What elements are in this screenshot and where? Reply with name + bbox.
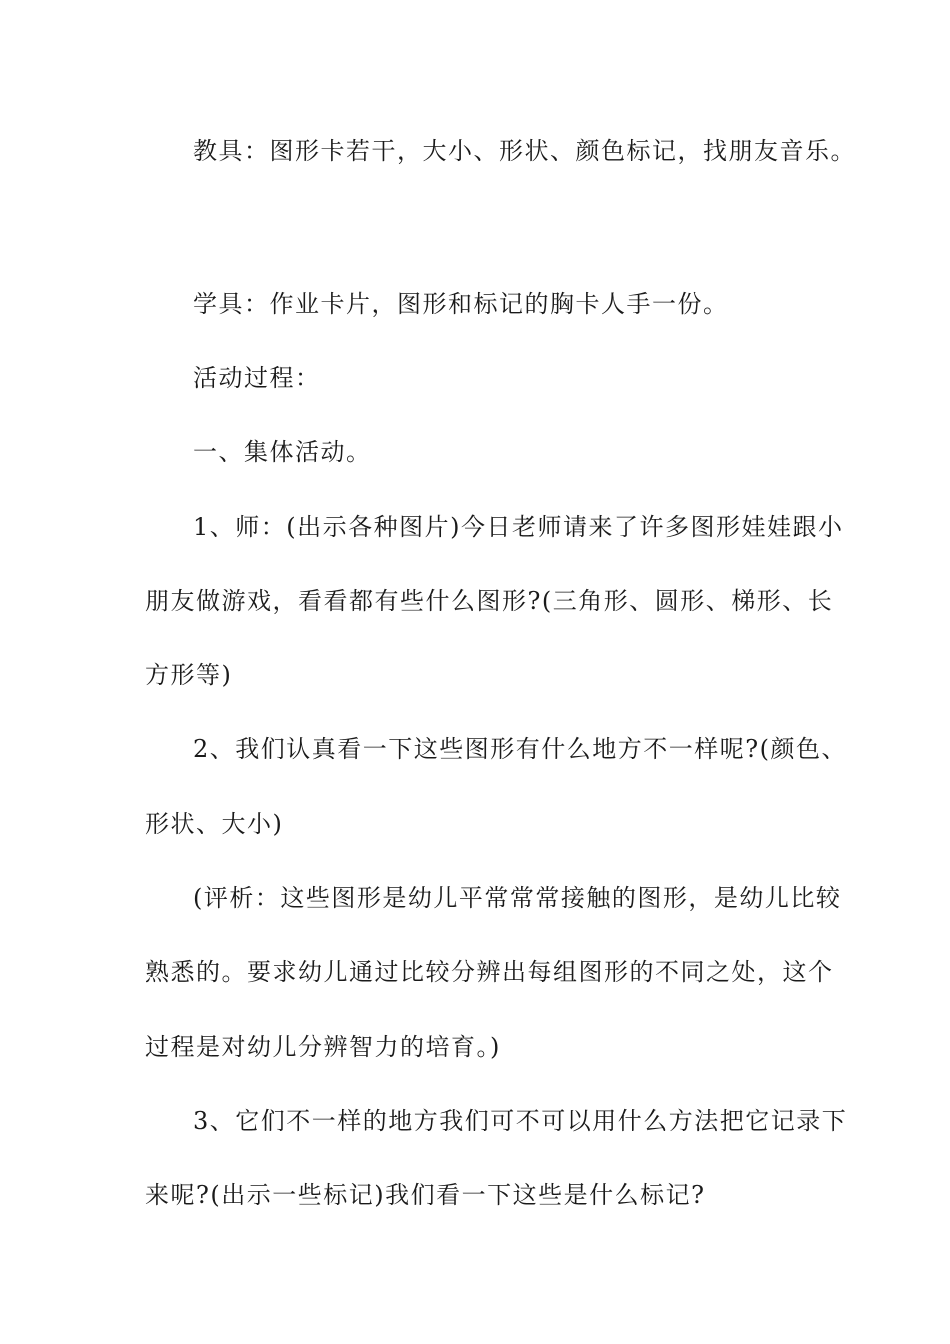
paragraph-learning-aids: 学具：作业卡片，图形和标记的胸卡人手一份。	[193, 290, 729, 318]
paragraph-comment-line-2: 熟悉的。要求幼儿通过比较分辨出每组图形的不同之处，这个	[145, 958, 834, 986]
paragraph-step-2-line-2: 形状、大小)	[145, 810, 284, 838]
paragraph-comment-line-1: (评析：这些图形是幼儿平常常常接触的图形，是幼儿比较	[193, 884, 842, 912]
paragraph-step-1-line-3: 方形等)	[145, 661, 233, 689]
paragraph-step-3-line-2: 来呢?(出示一些标记)我们看一下这些是什么标记?	[145, 1181, 706, 1209]
paragraph-step-3-line-1: 3、它们不一样的地方我们可不可以用什么方法把它记录下	[193, 1107, 848, 1135]
paragraph-teaching-aids: 教具：图形卡若干，大小、形状、颜色标记，找朋友音乐。	[193, 137, 856, 165]
heading-group-activity: 一、集体活动。	[193, 438, 372, 466]
paragraph-step-2-line-1: 2、我们认真看一下这些图形有什么地方不一样呢?(颜色、	[193, 735, 847, 763]
heading-activity-process: 活动过程：	[193, 364, 321, 392]
paragraph-comment-line-3: 过程是对幼儿分辨智力的培育。)	[145, 1033, 501, 1061]
paragraph-step-1-line-1: 1、师：(出示各种图片)今日老师请来了许多图形娃娃跟小	[193, 513, 844, 541]
paragraph-step-1-line-2: 朋友做游戏，看看都有些什么图形?(三角形、圆形、梯形、长	[145, 587, 834, 615]
